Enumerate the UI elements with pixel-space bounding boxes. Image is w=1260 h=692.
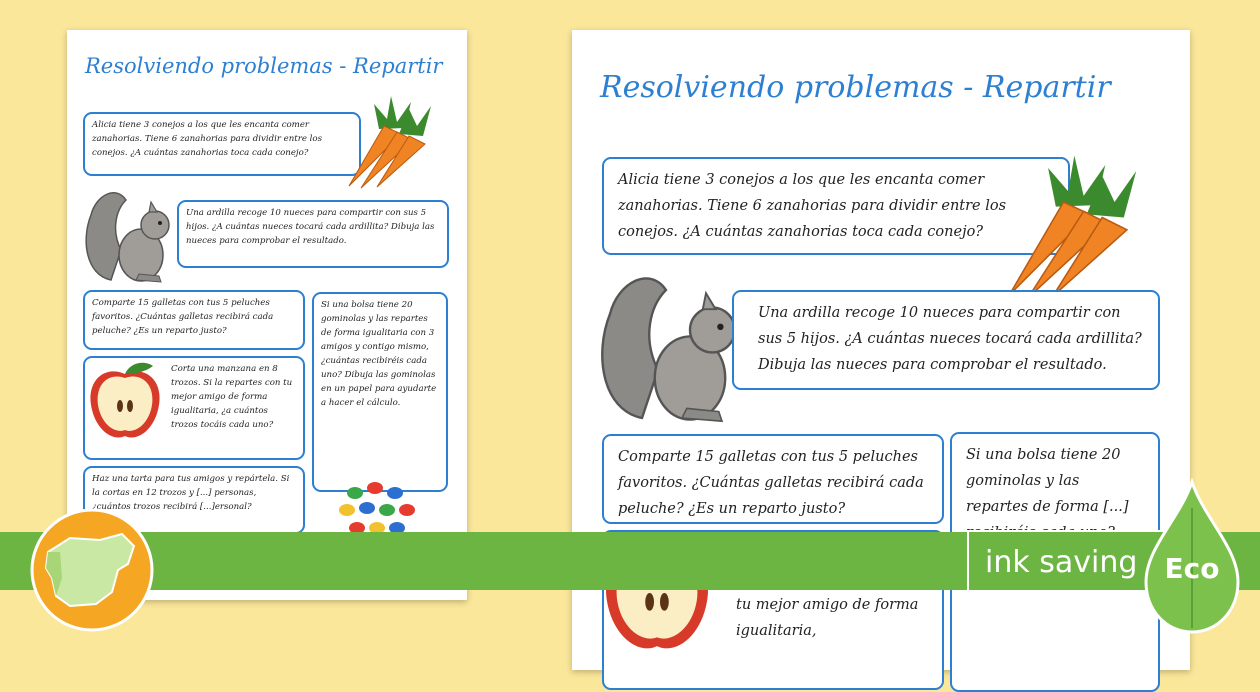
squirrel-illustration: [81, 180, 181, 290]
squirrel-illustration: [594, 258, 754, 434]
carrot-illustration: [339, 94, 449, 189]
carrot-illustration: [994, 152, 1164, 300]
eco-label: Eco: [1164, 552, 1220, 585]
page-title: Resolviendo problemas - Repartir: [600, 70, 1111, 105]
problem-cake: Haz una tarta para tus amigos y repártela. Si la cortas en 12 trozos y [...] personas, ¿cuántos trozos recibirá [...]ersonal?: [83, 466, 305, 534]
spain-map-icon: [30, 508, 154, 632]
ink-saving-label: ink saving: [967, 530, 1173, 592]
eco-drop-icon: [1142, 478, 1242, 638]
problem-cookies: Comparte 15 galletas con tus 5 peluches favoritos. ¿Cuántas galletas recibirá cada peluche? ¿Es un reparto justo?: [83, 290, 305, 350]
problem-gummies: Si una bolsa tiene 20 gominolas y las repartes de forma igualitaria con 3 amigos y contigo mismo, ¿cuántas recibiréis cada uno? Dibuja las gominolas en un papel para ayudarte a hacer el cálculo.: [312, 292, 448, 492]
problem-squirrel: Una ardilla recoge 10 nueces para compartir con sus 5 hijos. ¿A cuántas nueces tocará cada ardillita? Dibuja las nueces para comprobar el resultado.: [732, 290, 1160, 390]
problem-carrots: Alicia tiene 3 conejos a los que les encanta comer zanahorias. Tiene 6 zanahorias para dividir entre los conejos. ¿A cuántas zanahorias toca cada conejo?: [602, 157, 1070, 255]
problem-squirrel: Una ardilla recoge 10 nueces para compartir con sus 5 hijos. ¿A cuántas nueces tocará cada ardillita? Dibuja las nueces para comprobar el resultado.: [177, 200, 449, 268]
apple-illustration: [85, 360, 165, 444]
problem-cookies: Comparte 15 galletas con tus 5 peluches favoritos. ¿Cuántas galletas recibirá cada peluche? ¿Es un reparto justo?: [602, 434, 944, 524]
problem-gummies: Si una bolsa tiene 20 gominolas y las repartes de forma [...]: [950, 432, 1160, 692]
problem-apple: tu mejor amigo de forma igualitaria,: [602, 530, 944, 690]
page-title: Resolviendo problemas - Repartir: [85, 54, 443, 78]
problem-carrots: Alicia tiene 3 conejos a los que les encanta comer zanahorias. Tiene 6 zanahorias para dividir entre los conejos. ¿A cuántas zanahorias toca cada conejo?: [83, 112, 361, 176]
problem-apple: Corta una manzana en 8 trozos. Si la repartes con tu mejor amigo de forma igualitaria, ¿a cuántos trozos tocáis cada uno?: [83, 356, 305, 460]
